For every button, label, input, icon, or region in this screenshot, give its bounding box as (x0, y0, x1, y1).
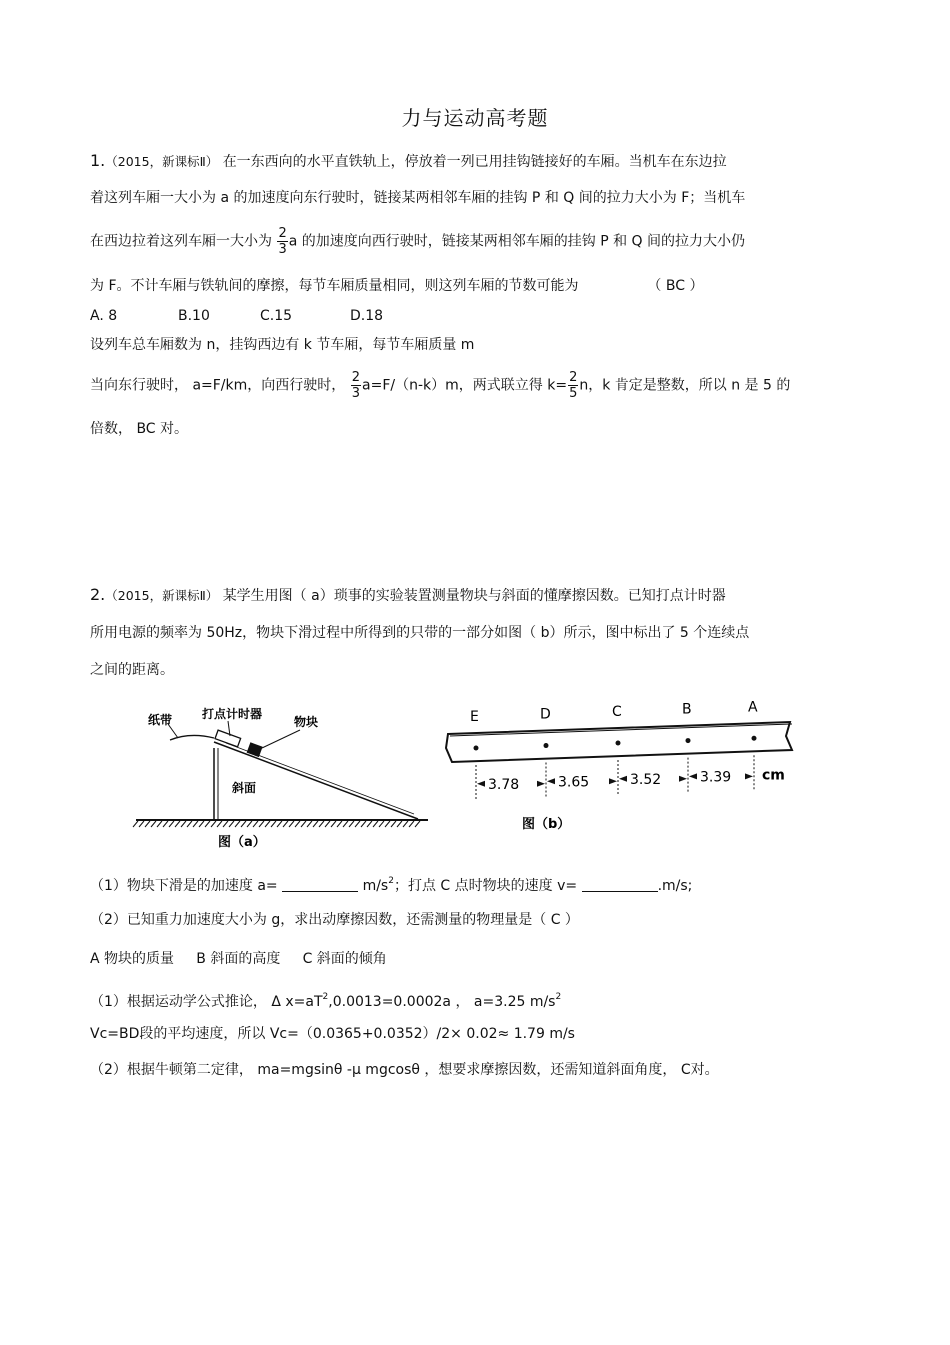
hatch-mark (157, 821, 162, 827)
hatch-mark (253, 821, 258, 827)
page-title: 力与运动高考题 (401, 106, 549, 130)
answer-blank-v[interactable] (582, 878, 658, 892)
distance-label-1: 3.65 (558, 774, 590, 791)
distance-label-3: 3.39 (700, 769, 732, 786)
hatch-mark (217, 821, 222, 827)
tape-dot-D (544, 743, 549, 748)
hatch-mark (343, 821, 348, 827)
q2-part2: （2）已知重力加速度大小为 g，求出动摩擦因数，还需测量的物理量是（ C ） (90, 912, 579, 928)
q2-part1-d: .m/s; (657, 878, 693, 894)
point-label-A: A (748, 700, 758, 716)
hatch-mark (181, 821, 186, 827)
q2-line-1 (90, 586, 726, 605)
sup-2c: 2 (555, 992, 562, 1002)
hatch-mark (205, 821, 210, 827)
distance-label-0: 3.78 (488, 776, 520, 793)
q1-option-c: C.15 (260, 308, 293, 324)
hatch-mark (295, 821, 300, 827)
q2-solution-2: Vc=BD段的平均速度，所以 Vc=（0.0365+0.0352）/2× 0.02≈ 1.79 m/s (90, 1026, 575, 1042)
q1-answer: （ BC ） (647, 278, 704, 294)
hatch-mark (169, 821, 174, 827)
hatch-mark (391, 821, 396, 827)
label-slope: 斜面 (232, 781, 257, 795)
hatch-mark (313, 821, 318, 827)
q2-solution-1 (90, 988, 561, 1011)
tape-dot-A (752, 736, 757, 741)
hatch-mark (337, 821, 342, 827)
hatch-mark (223, 821, 228, 827)
q2-options: A 物块的质量 B 斜面的高度 C 斜面的倾角 (90, 951, 387, 967)
q1-solution-2 (90, 370, 790, 401)
hatch-mark (241, 821, 246, 827)
hatch-mark (277, 821, 282, 827)
dim-arrow-right-2 (679, 776, 687, 782)
q2-part1 (90, 872, 692, 895)
leader-tape (168, 724, 178, 738)
tape-dot-C (616, 741, 621, 746)
hatch-mark (163, 821, 168, 827)
q1-line-1 (90, 152, 727, 171)
figure-b (440, 700, 800, 845)
hatch-mark (229, 821, 234, 827)
dim-arrow-left-3 (689, 773, 697, 779)
hatch-mark (247, 821, 252, 827)
hatch-mark (361, 821, 366, 827)
hatch-mark (235, 821, 240, 827)
hatch-mark (373, 821, 378, 827)
hatch-mark (193, 821, 198, 827)
q1-text-1: 在一东西向的水平直铁轨上，停放着一列已用挂钩链接好的车厢。当机车在东边拉 (222, 154, 727, 170)
hatch-mark (379, 821, 384, 827)
point-label-D: D (540, 706, 551, 723)
hatch-mark (187, 821, 192, 827)
hatch-mark (301, 821, 306, 827)
label-tape: 纸带 (148, 713, 173, 727)
sup-2b: 2 (322, 992, 329, 1002)
q2-number: 2. (90, 585, 106, 604)
q1-option-d: D.18 (350, 308, 384, 324)
hatch-mark (211, 821, 216, 827)
dim-arrow-left-2 (619, 776, 627, 782)
fraction-two-fifths: $\frac{2}{5}$ (569, 370, 578, 401)
tape-dot-B (686, 738, 691, 743)
tape-dot-E (474, 746, 479, 751)
leader-block (262, 730, 300, 748)
q2-part1-a: （1）物块下滑是的加速度 a= (90, 878, 278, 894)
unit-label: cm (762, 767, 785, 784)
hatch-mark (349, 821, 354, 827)
hatch-mark (385, 821, 390, 827)
q2-part1-b: m/s (362, 878, 389, 894)
q2-text-2: 所用电源的频率为 50Hz，物块下滑过程中所得到的只带的一部分如图（ b）所示，图中标出了 5 个连续点 (90, 625, 750, 641)
q1-solution-2a: 当向东行驶时， a=F/km，向西行驶时， (90, 377, 346, 394)
hatch-mark (367, 821, 372, 827)
q1-text-3a: 在西边拉着这列车厢一大小为 (90, 233, 272, 250)
hatch-mark (259, 821, 264, 827)
fraction-two-thirds: $\frac{2}{3}$ (278, 226, 287, 257)
caption-a: 图（a） (218, 835, 266, 850)
figure-a (130, 698, 430, 858)
hatch-mark (307, 821, 312, 827)
q2-source: （2015，新课标Ⅱ） (105, 588, 219, 603)
hatch-mark (415, 821, 420, 827)
q2-text-1: 某学生用图（ a）琐事的实验装置测量物块与斜面的懂摩擦因数。已知打点计时器 (222, 588, 726, 604)
point-label-C: C (612, 704, 622, 721)
dim-arrow-left-0 (477, 781, 485, 787)
hatch-mark (175, 821, 180, 827)
q1-option-b: B.10 (178, 308, 210, 324)
hatch-mark (145, 821, 150, 827)
ground-hatch (133, 821, 420, 827)
q1-number: 1. (90, 151, 106, 170)
distance-label-2: 3.52 (630, 771, 662, 788)
q2-solution-1b: ,0.0013=0.0002a ， a=3.25 m/s (328, 994, 556, 1010)
q1-solution-3: 倍数， BC 对。 (90, 421, 189, 437)
dim-arrow-right-3 (745, 773, 753, 779)
dim-arrow-left-1 (547, 778, 555, 784)
fraction-two-thirds-b: $\frac{2}{3}$ (351, 370, 361, 401)
hatch-mark (409, 821, 414, 827)
hatch-mark (283, 821, 288, 827)
hatch-mark (403, 821, 408, 827)
point-label-E: E (470, 709, 479, 726)
q1-option-a: A. 8 (90, 308, 118, 324)
caption-b: 图（b） (522, 817, 571, 832)
hatch-mark (265, 821, 270, 827)
hatch-mark (289, 821, 294, 827)
sup-2a: 2 (388, 876, 394, 886)
hatch-mark (133, 821, 138, 827)
hatch-mark (325, 821, 330, 827)
q1-options (90, 307, 383, 325)
q1-text-4: 为 F。不计车厢与铁轨间的摩擦，每节车厢质量相同，则这列车厢的节数可能为 (90, 278, 579, 294)
label-timer: 打点计时器 (202, 707, 263, 721)
q1-line-3 (90, 226, 745, 257)
dim-arrow-right-1 (609, 778, 617, 784)
q1-line-4 (90, 277, 703, 295)
hatch-mark (397, 821, 402, 827)
hatch-mark (331, 821, 336, 827)
q2-text-3: 之间的距离。 (90, 662, 174, 678)
q1-solution-1: 设列车总车厢数为 n，挂钩西边有 k 节车厢，每节车厢质量 m (90, 337, 475, 353)
hatch-mark (199, 821, 204, 827)
q1-text-3b: a 的加速度向西行驶时，链接某两相邻车厢的挂钩 P 和 Q 间的拉力大小仍 (288, 233, 746, 250)
q1-solution-2b: a=F/（n-k）m，两式联立得 k= (362, 377, 568, 394)
q1-solution-2c: n，k 肯定是整数，所以 n 是 5 的 (579, 377, 791, 394)
hatch-mark (271, 821, 276, 827)
hatch-mark (319, 821, 324, 827)
q2-solution-1a: （1）根据运动学公式推论， Δ x=aT (90, 994, 323, 1010)
q2-solution-3: （2）根据牛顿第二定律， ma=mgsinθ -μ mgcosθ ，想要求摩擦因数，还需知道斜面角度， C对。 (90, 1062, 719, 1078)
hatch-mark (355, 821, 360, 827)
q1-text-2: 着这列车厢一大小为 a 的加速度向东行驶时，链接某两相邻车厢的挂钩 P 和 Q 间的拉力大小为 F；当机车 (90, 190, 746, 206)
point-label-B: B (682, 701, 692, 718)
dim-arrow-right-0 (537, 781, 545, 787)
hatch-mark (151, 821, 156, 827)
hatch-mark (139, 821, 144, 827)
label-block: 物块 (294, 715, 319, 729)
q1-source: （2015，新课标Ⅱ） (105, 154, 219, 169)
q2-part1-c: ；打点 C 点时物块的速度 v= (393, 878, 578, 894)
answer-blank-a[interactable] (282, 878, 358, 892)
